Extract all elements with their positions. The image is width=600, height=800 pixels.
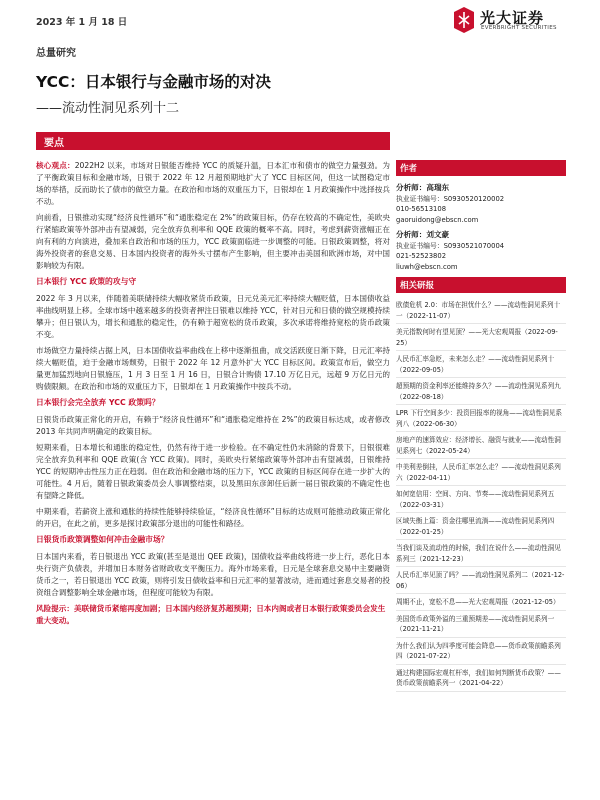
analyst-name: 分析师：高瑞东	[396, 183, 450, 192]
analyst-name: 分析师：刘文豪	[396, 230, 450, 239]
related-report-item[interactable]: 当我们谈及流动性的时候，我们在说什么——流动性洞见系列三（2021-12-23）	[396, 543, 566, 567]
related-report-item[interactable]: 美国货币政策外溢的三重预期差——流动性洞见系列一（2021-11-21）	[396, 614, 566, 638]
paragraph-short-term: 短期来看，日本增长和通胀的稳定性，仍然有待于进一步检验。在不确定性仍未消除的背景下，日银很难完全放弃负利率和 QQE 政策(含 YCC 政策)。同时，美欧央行紧缩政策等外部冲击有望减弱，日银维持 YCC 的短期冲击性压力正在趋弱。但在政治和金融市场的压力下，YCC 政策的目标区间存在进一步扩大的可能性。4 月后，随着日银政策委员会人事调整结束，以及黑田东彦卸任后新一届日银政策的不确定性也有望降之降低。	[36, 443, 390, 500]
related-report-item[interactable]: 周期不止，宽松不息——光大宏观周报（2021-12-05）	[396, 597, 566, 611]
key-points-label: 要点	[44, 138, 64, 149]
analyst-phone: 021-52523802	[396, 252, 447, 260]
analyst-card	[396, 183, 566, 225]
paragraph-short-pressure: 市场做空力量持续占据上风，日本国债收益率曲线在上移中逐渐扭曲，成交活跃度日渐下降，日元汇率持续大幅贬值，迫于金融市场颓势，日银于 2022 年 12 月意外扩大 YCC 目标区间。政策宣布后，做空力量更加猛烈地向日银施压，1 月 3 日至 1 月 16 日，日银合计购债 17.10 万亿日元，远超 9 万亿日元的购债限额。在政治和市场的双重压力下，日银却在 1 月政策操作中按兵不动。	[36, 346, 390, 391]
related-reports-bar	[396, 277, 566, 293]
heading-ycc-attack-defense: 日本银行 YCC 政策的攻与守	[36, 277, 137, 286]
analyst-email[interactable]: gaoruidong@ebscn.com	[396, 215, 479, 224]
core-view-label: 核心观点：	[36, 161, 75, 170]
related-reports-label: 相关研报	[400, 281, 435, 291]
related-report-item[interactable]: 房地产的速算效应：经济增长、融资与就业——流动性洞见系列七（2022-05-24）	[396, 435, 566, 459]
related-report-item[interactable]: 如何宽信用：空间、方向、节奏——流动性洞见系列五（2022-03-31）	[396, 489, 566, 513]
analyst-cert: 执业证书编号：S0930520120002	[396, 194, 505, 203]
related-report-item[interactable]: 区域失衡上篇：资金往哪里流淌——流动性洞见系列四（2022-01-25）	[396, 516, 566, 540]
brand-logo	[452, 4, 582, 36]
heading-abandon-ycc: 日本银行会完全放弃 YCC 政策吗？	[36, 398, 160, 407]
paragraph-2022-march: 2022 年 3 月以来，伴随着美联储持续大幅收紧货币政策，日元兑美元汇率持续大幅贬值，日本国债收益率曲线明显上移。全球市场中越来越多的投资者押注日银难以维持 YCC，针对日元和日债的做空规模持续攀升；但日银认为，增长和通胀的稳定性，仍有赖于超宽松的货币政策，多次承诺将维持宽松的货币政策不变。	[36, 294, 390, 339]
risk-warning: 风险提示：美联储货币紧缩再度加剧；日本国内经济复苏超预期；日本内阁或者日本银行政策委员会发生重大变动。	[36, 604, 386, 625]
sidebar	[396, 160, 566, 695]
authors-label: 作者	[400, 164, 418, 174]
related-report-item[interactable]: 超预期的资金利率还能维持多久？——流动性洞见系列九（2022-08-18）	[396, 381, 566, 405]
related-report-item[interactable]: 中美利差倒挂，人民币汇率怎么走？——流动性洞见系列六（2022-04-11）	[396, 462, 566, 486]
paragraph-core	[36, 160, 390, 208]
analyst-phone: 010-56513108	[396, 205, 447, 213]
report-category: 总量研究	[36, 48, 76, 59]
related-report-item[interactable]: 美元指数何时有望见顶？——光大宏观周报（2022-09-25）	[396, 327, 566, 351]
paragraph-domestic-overseas: 日本国内来看，若日银退出 YCC 政策(甚至是退出 QEE 政策)，国债收益率曲线将进一步上行，恶化日本央行资产负债表，并增加日本财务省财政收支平衡压力。海外市场来看，日元是全球套息交易中主要融资货币之一，若日银退出 YCC 政策，则将引发日债收益率和日元汇率的显著波动，进而通过套息交易者的投资组合调整影响全球金融市场，但程度可能较为有限。	[36, 552, 390, 597]
core-view-text: 2022H2 以来，市场对日银能否维持 YCC 的质疑升温，日本汇市和债市的做空力量强劲。为了平衡政策目标和金融市场，日银于 2022 年 12 月超预期地扩大了 YCC 目标区间，但这一试图稳定市场的举措，反而助长了债市的做空力量。在政治和市场的双重压力下，日银却在 1 月政策操作中选择按兵不动。	[36, 161, 391, 206]
logo-name: 光大证券	[480, 9, 545, 27]
related-reports-list	[396, 300, 566, 692]
analyst-cert: 执业证书编号：S0930521070004	[396, 241, 505, 250]
related-report-item[interactable]: 人民币汇率急贬，未来怎么走？——流动性洞见系列十（2022-09-05）	[396, 354, 566, 378]
related-report-item[interactable]: LPR 下行空间多少：投资回报率的视角——流动性洞见系列八（2022-06-30）	[396, 408, 566, 432]
logo-en: EVERBRIGHT SECURITIES	[481, 25, 557, 31]
paragraph-outlook: 向前看，日银推动实现“经济良性循环”和“通胀稳定在 2%”的政策目标，仍存在较高的不确定性，美欧央行紧缩政策等外部冲击有望减弱，完全放弃负利率和 QQE 政策的概率不高。同时，考虑到薪资涨幅正在向有利的方向演进，叠加来自政治和市场的压力，YCC 政策面临进一步调整的可能。日银政策调整，将对海外投资者的套息交易、日本国内投资者的海外头寸摆布产生影响，但主要冲击美国和欧洲市场，对中国影响较为有限。	[36, 213, 390, 270]
paragraph-normalization: 日银货币政策正常化的开启，有赖于“经济良性循环”和“通胀稳定维持在 2%”的政策目标达成，或者修改 2013 年共同声明确定的政策目标。	[36, 415, 390, 436]
logo-mark-icon	[452, 6, 476, 34]
authors-bar	[396, 160, 566, 176]
related-report-item[interactable]: 通过构建国际宏观杠杆率，我们如何判断货币政策？——货币政策前瞻系列一（2021-04-22）	[396, 668, 566, 692]
heading-market-impact: 日银货币政策调整如何冲击金融市场？	[36, 535, 169, 544]
analyst-email[interactable]: liuwh@ebscn.com	[396, 262, 458, 271]
report-date: 2023 年 1 月 18 日	[36, 17, 128, 28]
related-report-item[interactable]: 人民币汇率见顶了吗？——流动性洞见系列二（2021-12-06）	[396, 570, 566, 594]
analyst-card	[396, 230, 566, 272]
main-content	[36, 160, 390, 627]
key-points-bar	[36, 132, 390, 150]
related-report-item[interactable]: 欧债危机 2.0：市场在担忧什么？——流动性洞见系列十一（2022-11-07）	[396, 300, 566, 324]
paragraph-mid-term: 中期来看，若薪资上涨和通胀的持续性能够持续验证，“经济良性循环”目标的达成则可能推动政策正常化的开启，在此之前，更多是探讨政策部分退出的可能性和路径。	[36, 507, 390, 528]
report-subtitle: ——流动性洞见系列十二	[36, 101, 180, 116]
report-title: YCC：日本银行与金融市场的对决	[36, 73, 271, 91]
related-report-item[interactable]: 为什么我们认为四季度可能会降息——货币政策前瞻系列四（2021-07-22）	[396, 641, 566, 665]
